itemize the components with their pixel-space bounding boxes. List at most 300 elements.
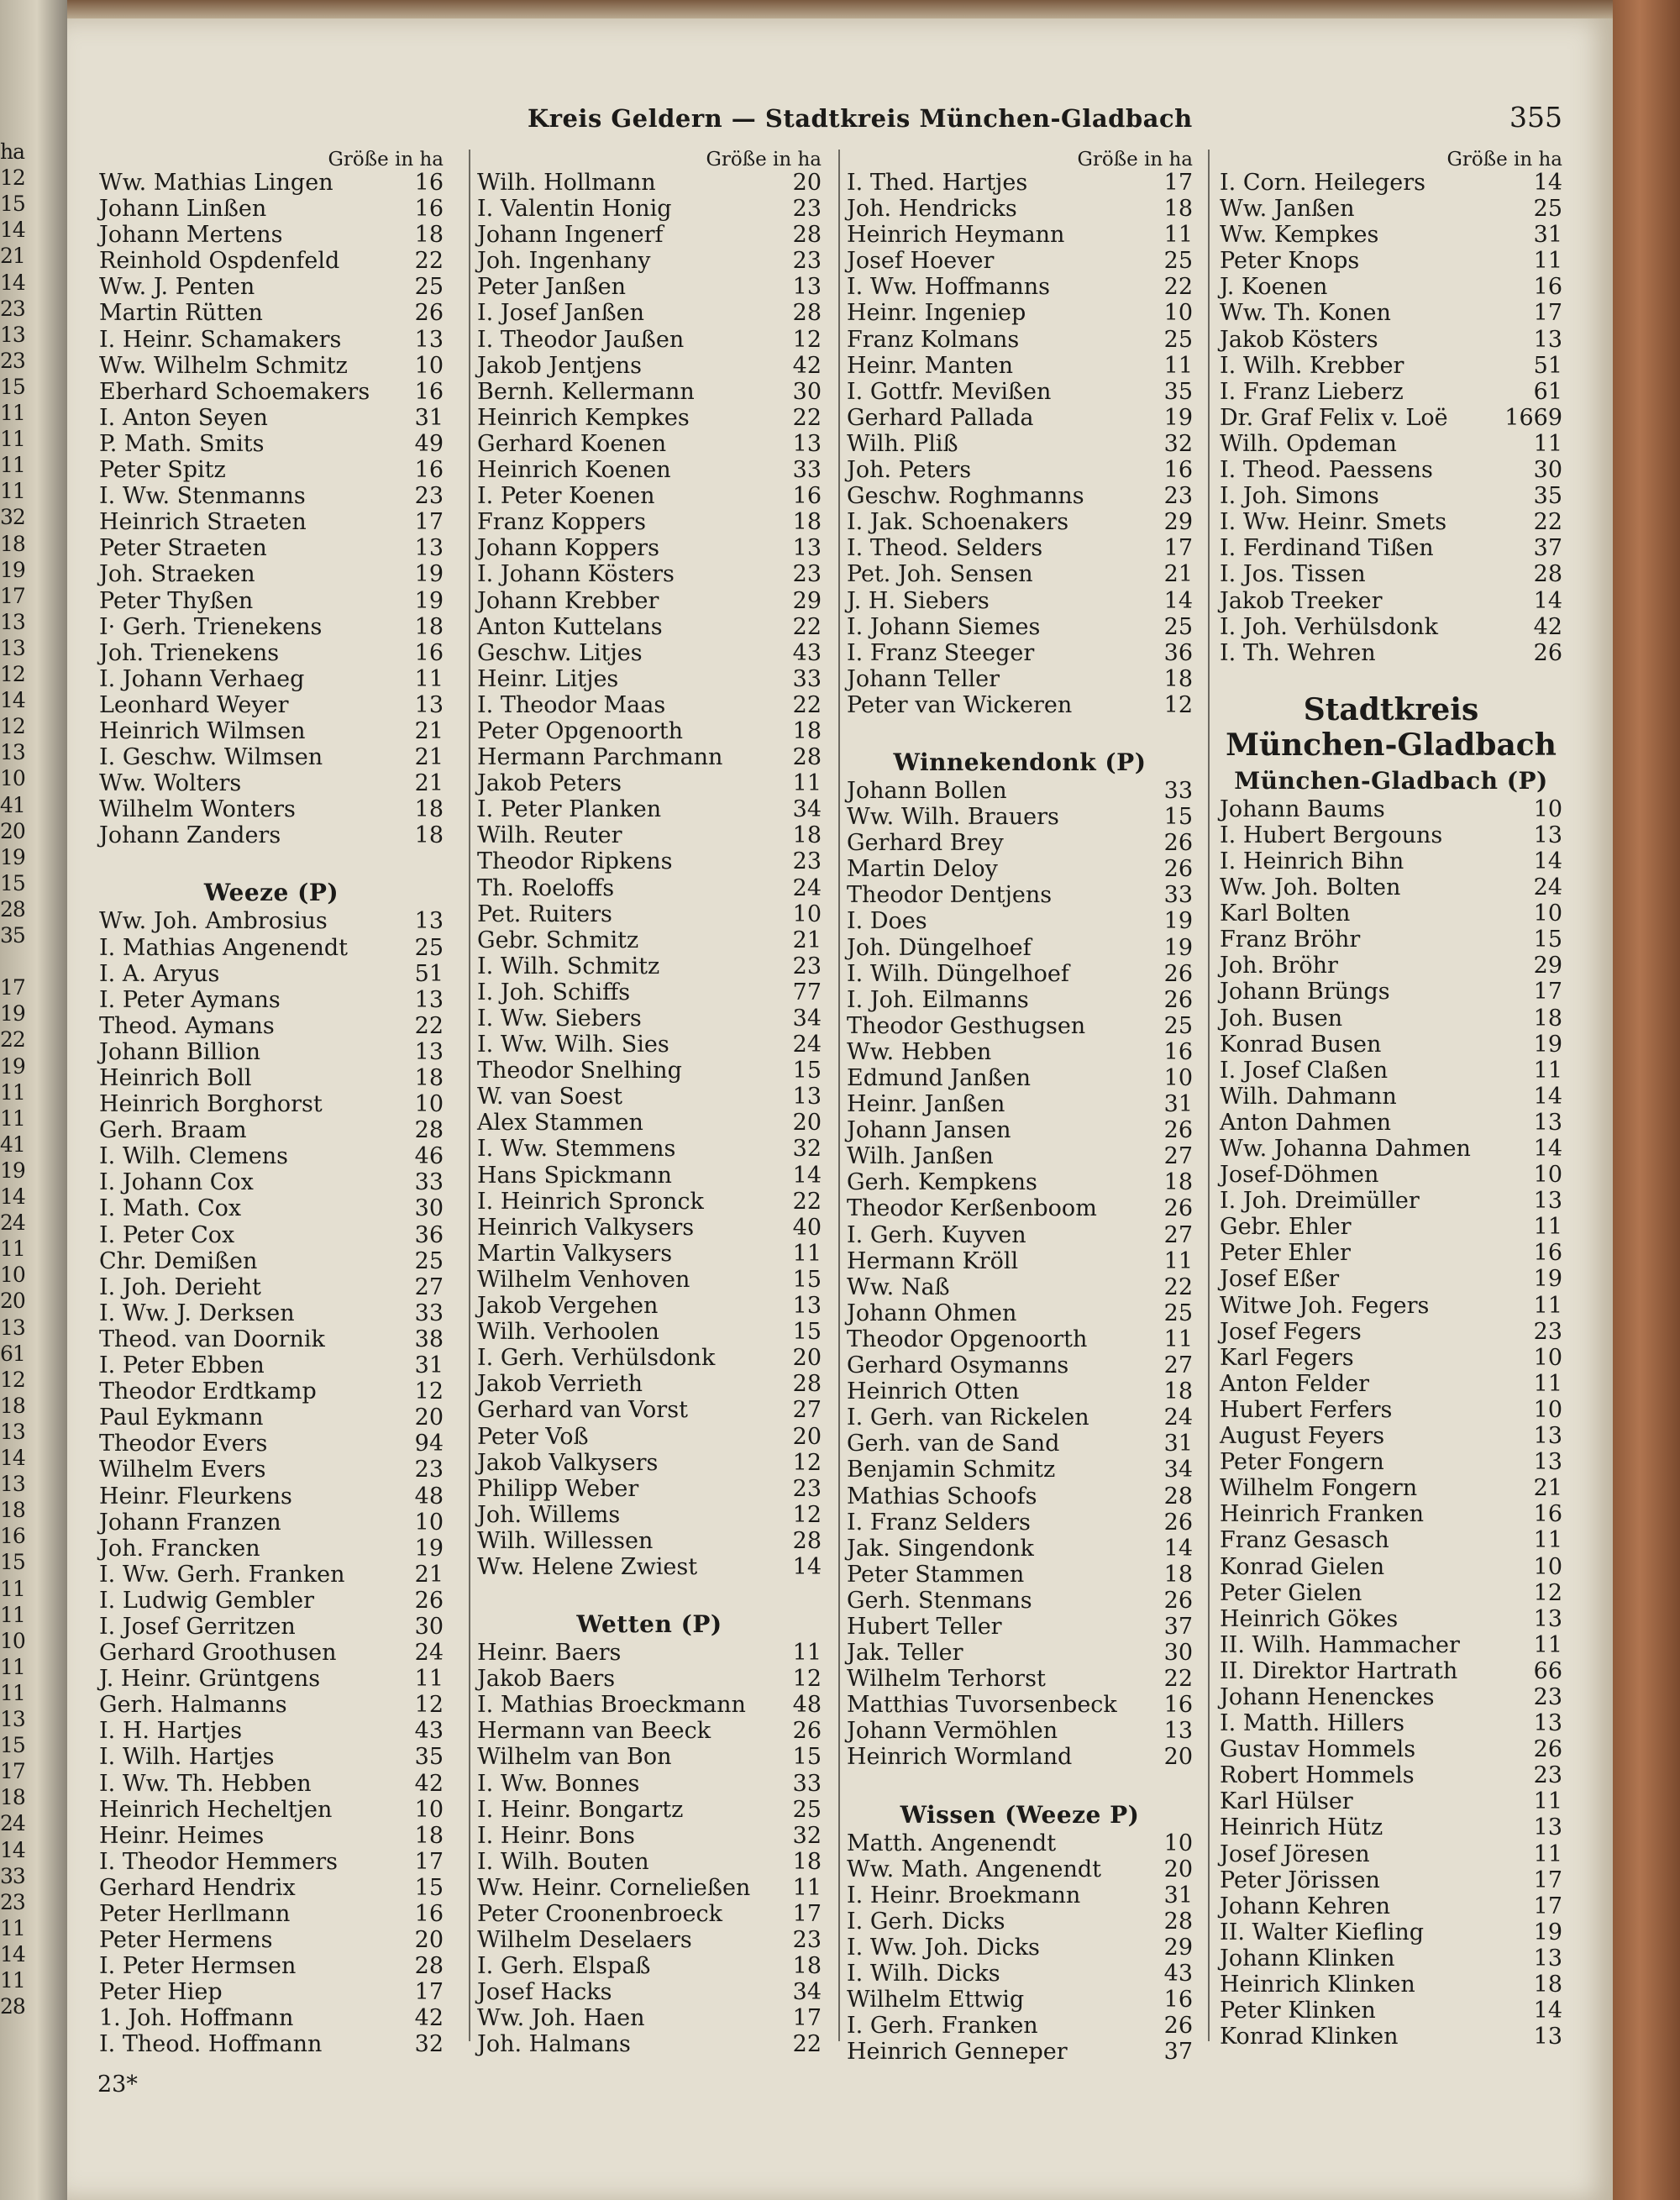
owner-entry [477, 588, 822, 614]
area-ha: 28 [414, 1117, 444, 1144]
area-ha: 13 [792, 274, 822, 301]
area-ha: 25 [414, 274, 444, 301]
area-ha: 21 [1533, 1475, 1562, 1502]
margin-number: 13 [0, 1419, 25, 1444]
owner-entry [847, 1352, 1193, 1378]
area-ha: 77 [792, 979, 822, 1005]
owner-name: Johann Brüngs [1220, 979, 1390, 1005]
owner-name: I. Corn. Heilegers [1220, 170, 1426, 196]
owner-name: Peter Herllmann [99, 1901, 291, 1927]
owner-name: Heinrich Gökes [1220, 1605, 1399, 1632]
owner-name: I. Joh. Simons [1220, 483, 1379, 510]
owner-entry [99, 1169, 444, 1195]
owner-entry [1220, 1058, 1562, 1084]
owner-name: I. Theod. Hoffmann [99, 2031, 323, 2058]
owner-entry [477, 1450, 822, 1476]
owner-name: Wilh. Pliß [847, 430, 958, 457]
owner-name: Joh. Ingenhany [477, 248, 651, 275]
area-ha: 20 [792, 1423, 822, 1450]
owner-name: Peter Spitz [99, 457, 226, 484]
owner-entry [99, 431, 444, 457]
owner-entry [99, 1692, 444, 1718]
owner-entry [477, 744, 822, 770]
owner-entry [847, 1457, 1193, 1483]
owner-name: II. Walter Kiefling [1220, 1919, 1425, 1945]
owner-name: I. Ww. Joh. Dicks [847, 1934, 1040, 1961]
page-footer-signature: 23* [97, 2071, 138, 2098]
owner-entry [99, 170, 444, 196]
owner-entry [847, 1744, 1193, 1770]
owner-name: I. Jos. Tissen [1220, 561, 1366, 588]
owner-name: I. Ww. J. Derksen [99, 1300, 295, 1326]
owner-name: I· Gerh. Trienekens [99, 613, 323, 640]
area-ha: 33 [792, 665, 822, 692]
owner-entry [99, 666, 444, 692]
owner-entry [1220, 1345, 1562, 1371]
area-ha: 11 [1533, 1057, 1562, 1084]
margin-number: 20 [0, 818, 25, 843]
owner-name: I. Theodor Jaußen [477, 326, 685, 353]
owner-entry [477, 1823, 822, 1849]
owner-entry [477, 1136, 822, 1162]
area-ha: 26 [792, 1718, 822, 1745]
owner-entry [847, 535, 1193, 561]
area-ha: 15 [792, 1266, 822, 1293]
owner-name: Josef Fegers [1220, 1318, 1362, 1345]
owner-entry [1220, 1397, 1562, 1423]
owner-entry [99, 796, 444, 822]
area-ha: 26 [1163, 1117, 1193, 1144]
area-ha: 43 [414, 1718, 444, 1745]
area-ha: 17 [792, 2005, 822, 2032]
area-ha: 24 [792, 1032, 822, 1058]
area-ha: 13 [1163, 1718, 1193, 1745]
owner-name: Theodor Erdtkamp [99, 1378, 317, 1405]
area-ha: 29 [1163, 1934, 1193, 1961]
margin-number: ha [0, 139, 25, 164]
owner-name: Bernh. Kellermann [477, 378, 695, 405]
owner-name: I. Valentin Honig [477, 196, 672, 223]
column-header: Größe in ha [328, 149, 444, 171]
owner-name: Theodor Dentjens [847, 882, 1053, 909]
owner-name: Johann Vermöhlen [847, 1718, 1058, 1745]
area-ha: 18 [792, 1848, 822, 1875]
owner-entry [1220, 927, 1562, 953]
area-ha: 94 [414, 1431, 444, 1457]
area-ha: 13 [1533, 1423, 1562, 1450]
owner-name: Peter Klinken [1220, 1998, 1376, 2024]
owner-entry [99, 327, 444, 353]
owner-entry [1220, 1841, 1562, 1867]
owner-entry [99, 483, 444, 509]
margin-number: 14 [0, 1837, 25, 1862]
owner-entry [847, 222, 1193, 248]
owner-name: I. Heinrich Bihn [1220, 848, 1404, 874]
owner-entry [847, 588, 1193, 614]
margin-number: 18 [0, 1498, 25, 1523]
owner-name: Heinrich Hütz [1220, 1814, 1383, 1841]
owner-name: Geschw. Litjes [477, 639, 643, 666]
area-ha: 23 [414, 1457, 444, 1483]
owner-entry [477, 1718, 822, 1744]
owner-name: Gerh. Braam [99, 1117, 247, 1144]
owner-entry [1220, 614, 1562, 640]
area-ha: 28 [792, 222, 822, 249]
margin-number: 19 [0, 1158, 25, 1183]
owner-entry [847, 1274, 1193, 1300]
owner-name: Peter Voß [477, 1423, 589, 1450]
area-ha: 13 [414, 326, 444, 353]
owner-name: Hans Spickmann [477, 1162, 672, 1189]
owner-entry [847, 1300, 1193, 1326]
area-ha: 25 [1163, 326, 1193, 353]
owner-entry [477, 1058, 822, 1084]
margin-number: 41 [0, 1132, 25, 1157]
owner-name: I. Gerh. Verhülsdonk [477, 1345, 716, 1372]
owner-entry [1220, 1188, 1562, 1214]
margin-number: 17 [0, 583, 25, 608]
owner-entry [847, 856, 1193, 882]
area-ha: 16 [1533, 274, 1562, 301]
margin-number: 23 [0, 348, 25, 373]
owner-entry [847, 2013, 1193, 2039]
owner-name: I. Franz Steeger [847, 639, 1035, 666]
column-1 [99, 150, 444, 2058]
owner-name: Joh. Busen [1220, 1005, 1343, 1032]
area-ha: 26 [1533, 639, 1562, 666]
margin-number: 13 [0, 740, 25, 765]
area-ha: 13 [792, 1293, 822, 1320]
owner-entry [477, 1267, 822, 1293]
margin-number: 14 [0, 1941, 25, 1966]
owner-entry [1220, 1972, 1562, 1998]
area-ha: 24 [1533, 874, 1562, 901]
area-ha: 11 [1533, 1292, 1562, 1319]
area-ha: 21 [414, 717, 444, 744]
area-ha: 37 [1163, 1613, 1193, 1640]
owner-name: I. Joh. Verhülsdonk [1220, 613, 1438, 640]
section-spacer [477, 1580, 822, 1606]
area-ha: 10 [792, 900, 822, 927]
owner-name: Th. Roeloffs [477, 874, 615, 901]
area-ha: 19 [414, 1535, 444, 1562]
owner-entry [99, 535, 444, 561]
area-ha: 31 [1163, 1431, 1193, 1457]
margin-number: 24 [0, 1811, 25, 1836]
area-ha: 35 [1163, 378, 1193, 405]
section-spacer [847, 718, 1193, 744]
area-ha: 16 [1533, 1240, 1562, 1267]
owner-entry [1220, 1371, 1562, 1397]
owner-name: I. Peter Planken [477, 796, 662, 823]
margin-number: 14 [0, 1184, 25, 1209]
owner-name: I. Ww. Siebers [477, 1005, 642, 1032]
area-ha: 33 [792, 457, 822, 484]
area-ha: 12 [1533, 1579, 1562, 1606]
owner-entry [477, 1901, 822, 1927]
owner-entry [477, 1953, 822, 1979]
owner-entry [847, 1510, 1193, 1536]
area-ha: 16 [1163, 1692, 1193, 1719]
area-ha: 19 [1533, 1919, 1562, 1945]
owner-entry [847, 1091, 1193, 1117]
section-heading: Winnekendonk (P) [893, 748, 1147, 776]
owner-name: Ww. Helene Zwiest [477, 1553, 698, 1580]
owner-name: Gerh. Halmanns [99, 1692, 287, 1719]
owner-entry [1220, 170, 1562, 196]
owner-name: Heinr. Fleurkens [99, 1483, 292, 1510]
owner-entry [99, 822, 444, 848]
area-ha: 1669 [1504, 404, 1562, 431]
owner-entry [847, 1718, 1193, 1744]
owner-entry [99, 1640, 444, 1666]
owner-entry [847, 1830, 1193, 1856]
area-ha: 10 [414, 1796, 444, 1823]
owner-entry [477, 1005, 822, 1032]
area-ha: 28 [792, 300, 822, 327]
area-ha: 15 [1533, 927, 1562, 953]
owner-name: Anton Kuttelans [477, 613, 663, 640]
area-ha: 10 [1533, 1162, 1562, 1189]
owner-name: Konrad Busen [1220, 1031, 1382, 1058]
owner-entry [477, 457, 822, 483]
owner-entry [847, 1378, 1193, 1405]
owner-name: Gerh. van de Sand [847, 1431, 1060, 1457]
owner-name: I. Johann Kösters [477, 561, 675, 588]
area-ha: 11 [1163, 352, 1193, 379]
owner-name: Gerhard Koenen [477, 430, 667, 457]
owner-entry [1220, 1266, 1562, 1292]
owner-entry [847, 1431, 1193, 1457]
owner-entry [1220, 222, 1562, 248]
owner-entry [477, 666, 822, 692]
owner-name: I. Josef Claßen [1220, 1057, 1389, 1084]
owner-name: Johann Ohmen [847, 1300, 1017, 1326]
area-ha: 22 [414, 248, 444, 275]
owner-entry [477, 1476, 822, 1502]
area-ha: 23 [792, 1927, 822, 1954]
owner-entry [477, 248, 822, 274]
area-ha: 12 [792, 1666, 822, 1693]
owner-entry [99, 1979, 444, 2005]
area-ha: 42 [414, 1770, 444, 1797]
owner-entry [477, 1744, 822, 1770]
owner-entry [1220, 509, 1562, 535]
area-ha: 25 [1163, 1012, 1193, 1039]
area-ha: 20 [792, 1110, 822, 1137]
owner-name: Franz Gesasch [1220, 1527, 1389, 1554]
owner-name: Gerhard Pallada [847, 404, 1034, 431]
area-ha: 66 [1533, 1657, 1562, 1684]
owner-name: I. Josef Gerritzen [99, 1613, 296, 1640]
margin-number: 14 [0, 1446, 25, 1470]
area-ha: 36 [414, 1221, 444, 1248]
area-ha: 13 [1533, 1710, 1562, 1737]
owner-entry [1220, 1240, 1562, 1266]
owner-entry [99, 1536, 444, 1562]
owner-name: Wilh. Verhoolen [477, 1319, 659, 1346]
area-ha: 10 [1163, 1065, 1193, 1091]
owner-name: I. Franz Lieberz [1220, 378, 1404, 405]
owner-name: Ww. Naß [847, 1273, 950, 1300]
owner-entry [477, 561, 822, 587]
owner-name: I. Ww. Heinr. Smets [1220, 509, 1447, 536]
area-ha: 11 [414, 665, 444, 692]
owner-name: Jakob Vergehen [477, 1293, 659, 1320]
owner-name: Peter van Wickeren [847, 691, 1073, 718]
owner-name: Wilhelm Venhoven [477, 1266, 690, 1293]
owner-entry [477, 1979, 822, 2005]
area-ha: 23 [1533, 1318, 1562, 1345]
area-ha: 37 [1163, 2039, 1193, 2066]
owner-name: Ww. Kempkes [1220, 222, 1379, 249]
owner-name: Heinrich Straeten [99, 509, 307, 536]
margin-number: 18 [0, 531, 25, 556]
owner-entry [477, 300, 822, 326]
section-spacer [99, 848, 444, 874]
owner-name: I. Wilh. Clemens [99, 1143, 289, 1170]
area-ha: 15 [792, 1058, 822, 1084]
area-ha: 11 [414, 1666, 444, 1693]
owner-entry [99, 1614, 444, 1640]
owner-entry [99, 1065, 444, 1091]
owner-entry [847, 1039, 1193, 1065]
area-ha: 11 [1533, 1788, 1562, 1815]
area-ha: 11 [1533, 1527, 1562, 1554]
owner-entry [847, 379, 1193, 405]
area-ha: 13 [1533, 2024, 1562, 2050]
owner-name: I. Geschw. Wilmsen [99, 744, 323, 771]
owner-name: I. Thed. Hartjes [847, 170, 1028, 196]
owner-name: Wilh. Dahmann [1220, 1083, 1397, 1110]
owner-name: I. Theod. Paessens [1220, 457, 1433, 484]
owner-entry [1220, 1214, 1562, 1240]
area-ha: 13 [1533, 326, 1562, 353]
owner-name: Ww. J. Penten [99, 274, 255, 301]
margin-number: 15 [0, 870, 25, 895]
section-heading: München-Gladbach (P) [1234, 766, 1548, 795]
owner-entry [847, 1195, 1193, 1221]
owner-entry [477, 509, 822, 535]
owner-entry [477, 927, 822, 953]
section-spacer [847, 1771, 1193, 1797]
area-ha: 26 [414, 1587, 444, 1614]
section-heading: Wetten (P) [576, 1610, 722, 1639]
area-ha: 23 [792, 848, 822, 875]
margin-number: 15 [0, 1733, 25, 1758]
owner-entry [847, 170, 1193, 196]
column-2 [477, 150, 822, 2058]
area-ha: 13 [792, 430, 822, 457]
owner-name: Ww. Johanna Dahmen [1220, 1136, 1471, 1162]
owner-entry [477, 1371, 822, 1397]
area-ha: 21 [414, 1561, 444, 1588]
owner-name: Peter Hiep [99, 1979, 223, 2006]
owner-entry [1220, 822, 1562, 848]
margin-number: 11 [0, 427, 25, 452]
owner-name: 1. Joh. Hoffmann [99, 2005, 294, 2032]
owner-name: Jak. Teller [847, 1640, 963, 1667]
area-ha: 35 [1533, 483, 1562, 510]
area-ha: 23 [1163, 483, 1193, 510]
owner-name: Joh. Francken [99, 1535, 260, 1562]
section-spacer [1220, 666, 1562, 692]
owner-entry [99, 300, 444, 326]
area-ha: 13 [414, 908, 444, 935]
area-ha: 25 [414, 934, 444, 961]
owner-entry [477, 953, 822, 979]
area-ha: 17 [1163, 170, 1193, 196]
owner-entry [477, 1215, 822, 1241]
owner-name: II. Wilh. Hammacher [1220, 1631, 1460, 1658]
area-ha: 14 [1533, 1136, 1562, 1162]
owner-entry [99, 935, 444, 961]
owner-name: Johann Henenckes [1220, 1683, 1435, 1710]
owner-name: Johann Linßen [99, 196, 267, 223]
owner-name: Heinr. Manten [847, 352, 1014, 379]
area-ha: 22 [792, 1188, 822, 1215]
area-ha: 13 [414, 986, 444, 1013]
area-ha: 18 [414, 1822, 444, 1849]
owner-name: I. Peter Aymans [99, 986, 281, 1013]
area-ha: 26 [1163, 1195, 1193, 1222]
owner-entry [477, 1424, 822, 1450]
area-ha: 26 [1163, 2013, 1193, 2040]
area-ha: 18 [792, 1953, 822, 1980]
area-ha: 14 [792, 1162, 822, 1189]
area-ha: 12 [1163, 691, 1193, 718]
owner-name: I. Heinr. Bons [477, 1822, 635, 1849]
owner-entry [477, 1319, 822, 1345]
owner-entry [847, 353, 1193, 379]
owner-name: Jak. Singendonk [847, 1535, 1034, 1562]
margin-number: 33 [0, 1863, 25, 1888]
owner-entry [1220, 1658, 1562, 1684]
owner-entry [477, 1666, 822, 1692]
area-ha: 34 [792, 1005, 822, 1032]
area-ha: 11 [1533, 1840, 1562, 1867]
owner-name: Heinrich Valkysers [477, 1214, 695, 1241]
area-ha: 19 [414, 561, 444, 588]
column-rule [1208, 150, 1210, 2041]
owner-entry [1220, 405, 1562, 431]
area-ha: 10 [1163, 1830, 1193, 1856]
area-ha: 26 [414, 300, 444, 327]
area-ha: 13 [414, 535, 444, 562]
margin-number: 11 [0, 1680, 25, 1705]
area-ha: 32 [792, 1822, 822, 1849]
owner-entry [847, 987, 1193, 1013]
owner-entry [847, 1013, 1193, 1039]
column-entries [1220, 170, 1562, 2050]
margin-number: 11 [0, 1602, 25, 1627]
owner-entry [1220, 274, 1562, 300]
owner-entry [1220, 1919, 1562, 1945]
owner-entry [847, 1117, 1193, 1143]
area-ha: 51 [414, 960, 444, 987]
area-ha: 42 [1533, 613, 1562, 640]
owner-entry [847, 405, 1193, 431]
owner-name: Joh. Halmans [477, 2031, 631, 2058]
owner-name: Peter Knops [1220, 248, 1360, 275]
owner-name: Heinrich Otten [847, 1378, 1020, 1405]
owner-name: Hubert Teller [847, 1613, 1002, 1640]
area-ha: 26 [1533, 1736, 1562, 1763]
owner-entry [99, 561, 444, 587]
owner-name: Heinrich Klinken [1220, 1972, 1415, 1998]
owner-entry [1220, 196, 1562, 222]
area-ha: 37 [1533, 535, 1562, 562]
